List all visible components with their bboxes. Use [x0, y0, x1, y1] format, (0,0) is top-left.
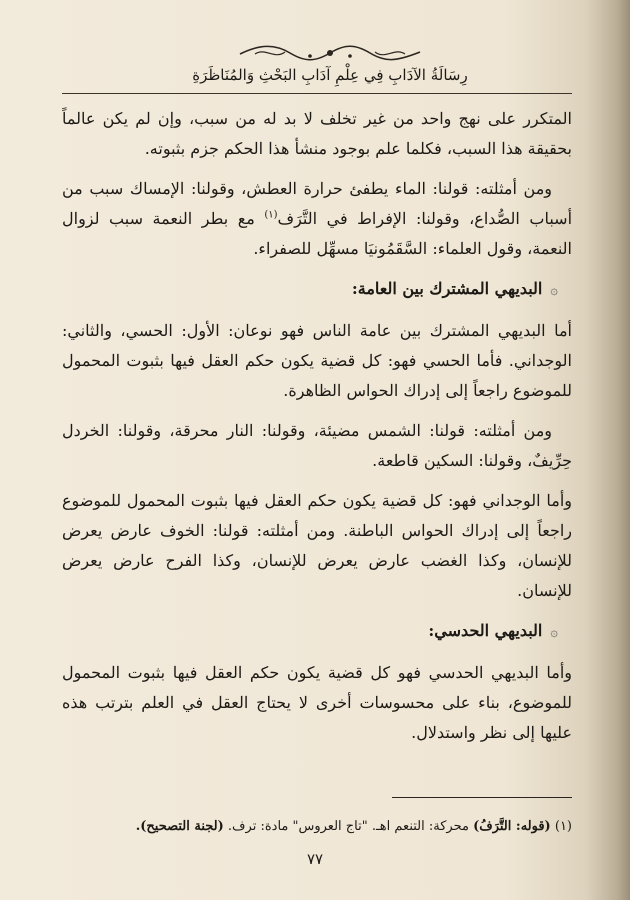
running-title: رِسَالَةُ الآدَابِ فِي عِلْمِ آدَابِ البَحْثِ وَالمُنَاظَرَةِ [192, 66, 468, 84]
footnote-text: محركة: التنعم اهـ. "تاج العروس" مادة: ترف. [223, 819, 474, 834]
section-heading-common [62, 274, 572, 306]
header-divider [62, 93, 572, 94]
paragraph-4: ومن أمثلته: قولنا: الشمس مضيئة، وقولنا: النار محرقة، وقولنا: الخردل حِرِّيفٌ، وقولنا: السكين قاطعة. [62, 421, 572, 470]
header-ornament [235, 42, 425, 64]
paragraph-2-text-a: ومن أمثلته: قولنا: الماء يطفئ حرارة العطش، وقولنا: الإمساك سبب من أسباب الصُّداع، وقولنا: الإفراط في التَّرَف [62, 179, 573, 228]
section-marker-icon: ۞ [550, 625, 558, 640]
paragraph-1: المتكرر على نهج واحد من غير تخلف لا بد له من سبب، وإن لم يكن عالماً بحقيقة هذا السبب، فكلما علم بوجود منشأ هذا الحكم جزم بثبوته. [62, 109, 572, 158]
section-heading-intuitive-text: البديهي الحدسي: [428, 621, 543, 640]
footnote-ref[interactable]: (١) [264, 209, 278, 221]
paragraph-3: أما البديهي المشترك بين عامة الناس فهو نوعان: الأول: الحسي، والثاني: الوجداني. فأما الحسي فهو: كل قضية يكون حكم العقل فيها بثبوت المحمول للموضوع راجعاً إلى إدراك الحواس الظاهرة. [62, 321, 573, 400]
footnote-label: (قوله: التَّرَفُ) [473, 819, 551, 834]
paragraph-2 [62, 174, 572, 264]
section-heading-intuitive [62, 616, 572, 648]
section-heading-common-text: البديهي المشترك بين العامة: [351, 279, 543, 298]
page-number: ٧٧ [306, 850, 324, 868]
footnote-credit: (لجنة التصحيح). [135, 819, 224, 834]
footnote-number: (١) [554, 819, 572, 834]
paragraph-2-text-b: مع بطر النعمة سبب لزوال النعمة، وقول العلماء: السَّقَمُونيَا مسهِّل للصفراء. [62, 209, 572, 258]
footnote [62, 817, 572, 837]
paragraph-6: وأما البديهي الحدسي فهو كل قضية يكون حكم العقل فيها بثبوت المحمول للموضوع، بناء على محسوسات أخرى لا يحتاج العقل في العلم بترتب هذه عليها إلى نظر واستدلال. [62, 663, 572, 742]
section-marker-icon: ۞ [550, 283, 558, 298]
footnote-divider [392, 797, 572, 798]
paragraph-5: وأما الوجداني فهو: كل قضية يكون حكم العقل فيها بثبوت المحمول للموضوع راجعاً إلى إدراك الحواس الباطنة. ومن أمثلته: قولنا: الخوف عارض يعرض للإنسان، وكذا الغضب عارض يعرض للإنسان، وكذا الفرح عارض يعرض للإنسان. [62, 491, 573, 600]
main-text [62, 104, 572, 758]
